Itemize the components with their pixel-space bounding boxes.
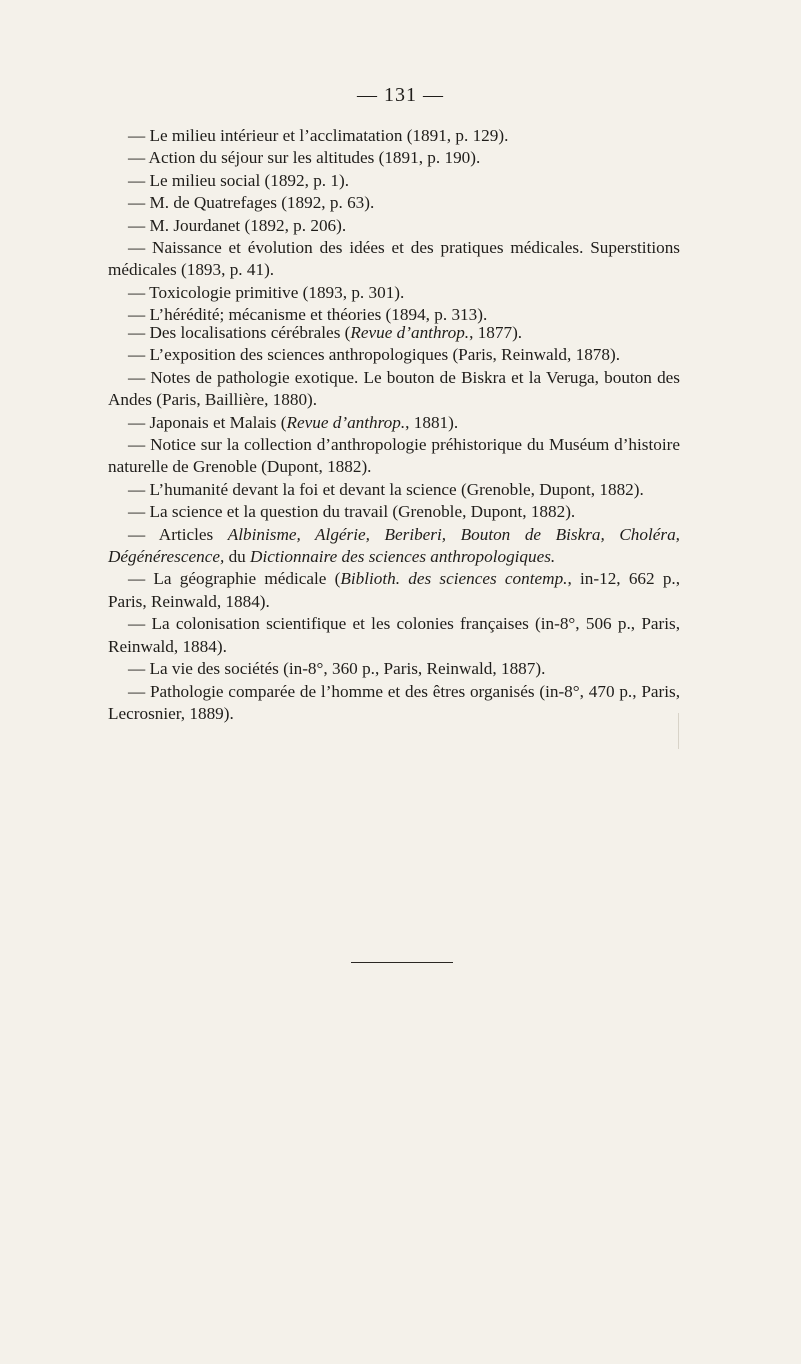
- bibliography-entry: — Notes de pathologie exotique. Le bouton de Biskra et la Veruga, bouton des Andes (Paris, Baillière, 1880).: [108, 367, 680, 410]
- journal-title: Revue d’anthrop.: [350, 323, 470, 342]
- journal-title: Revue d’anthrop.: [286, 412, 406, 432]
- bibliography-entry: — L’humanité devant la foi et devant la science (Grenoble, Dupont, 1882).: [128, 479, 644, 499]
- paper-mark: [678, 713, 679, 749]
- bibliography-entry: — La vie des sociétés (in-8°, 360 p., Paris, Reinwald, 1887).: [128, 659, 546, 679]
- bibliography-entry: — L’hérédité; mécanisme et théories (1894, p. 313).: [128, 305, 488, 325]
- series-title: Biblioth. des sciences contemp.: [340, 569, 568, 589]
- bibliography-entry: [108, 524, 680, 569]
- bibliography-entry: — La science et la question du travail (Grenoble, Dupont, 1882).: [128, 502, 576, 522]
- bibliography-entry: — Naissance et évolution des idées et des pratiques médicales. Superstitions médicales (1893, p. 41).: [108, 238, 680, 280]
- page-number: — 131 —: [357, 84, 444, 106]
- bibliography-entry: [108, 412, 680, 434]
- bibliography-entry: [108, 322, 680, 344]
- end-rule: [351, 962, 453, 963]
- bibliography-entry: — Pathologie comparée de l’homme et des êtres organisés (in-8°, 470 p., Paris, Lecrosnier, 1889).: [108, 681, 680, 723]
- entry-text: — La géographie médicale (: [128, 569, 341, 589]
- bibliography-entry: — Notice sur la collection d’anthropologie préhistorique du Muséum d’histoire naturelle de Grenoble (Dupont, 1882).: [108, 435, 680, 477]
- entry-text: — Des localisations cérébrales (: [128, 323, 351, 342]
- bibliography-entry: — Le milieu intérieur et l’acclimatation (1891, p. 129).: [128, 126, 509, 145]
- bibliography-entry: — Toxicologie primitive (1893, p. 301).: [128, 282, 405, 302]
- bibliography-entry: — Le milieu social (1892, p. 1).: [128, 170, 350, 190]
- entry-text: — Japonais et Malais (: [128, 412, 287, 432]
- article-titles: Albinisme, Algérie, Beriberi, Bouton de Biskra, Choléra, Dégénérescence,: [108, 524, 680, 567]
- dictionary-title: Dictionnaire des sciences anthropologiques.: [250, 547, 556, 567]
- bibliography-entry: — La colonisation scientifique et les colonies françaises (in-8°, 506 p., Paris, Reinwald, 1884).: [108, 614, 680, 656]
- bibliography-list-2: [108, 322, 680, 725]
- bibliography-entry: — L’exposition des sciences anthropologiques (Paris, Reinwald, 1878).: [128, 345, 620, 365]
- entry-text: — Articles: [128, 524, 228, 544]
- bibliography-entry: — Action du séjour sur les altitudes (1891, p. 190).: [128, 148, 481, 168]
- entry-text: du: [224, 547, 251, 567]
- entry-text: , in-12, 662 p., Paris, Reinwald, 1884).: [108, 569, 681, 611]
- bibliography-list-1: [108, 125, 680, 327]
- bibliography-entry: [108, 568, 680, 613]
- entry-text: , 1881).: [405, 412, 459, 432]
- entry-text: , 1877).: [469, 323, 523, 342]
- bibliography-entry: — M. Jourdanet (1892, p. 206).: [128, 215, 347, 235]
- bibliography-entry: — M. de Quatrefages (1892, p. 63).: [128, 193, 375, 213]
